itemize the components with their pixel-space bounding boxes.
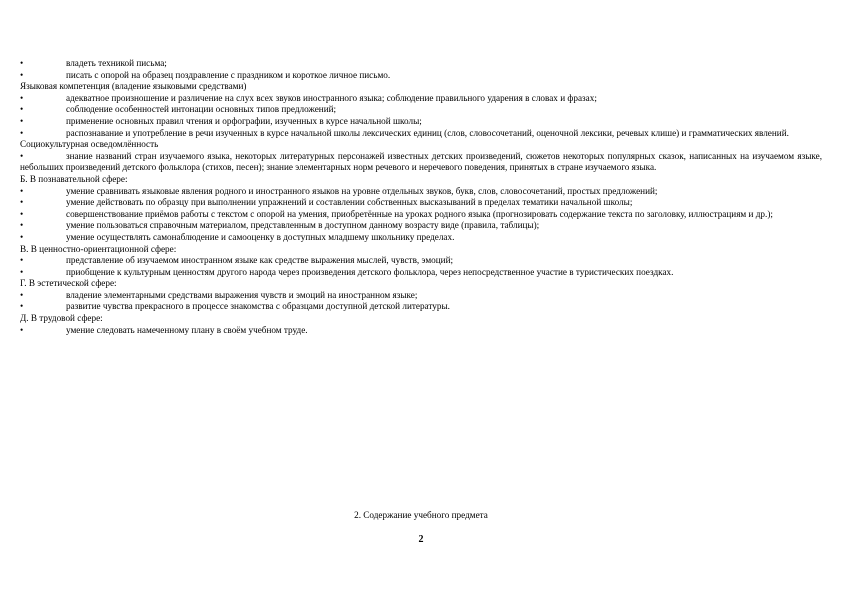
bullet-marker: • xyxy=(20,220,24,231)
bullet-marker: • xyxy=(20,231,24,242)
list-item xyxy=(20,267,822,279)
section-heading: Д. В трудовой сфере: xyxy=(20,313,103,324)
list-item xyxy=(20,232,822,244)
section-heading: Социокультурная осведомлённость xyxy=(20,139,159,150)
bullet-marker: • xyxy=(20,127,24,138)
bullet-marker: • xyxy=(20,150,24,161)
document-body xyxy=(20,58,822,336)
list-item-text: умение следовать намеченному плану в своём учебном труде. xyxy=(66,324,308,335)
list-item-text: знание названий стран изучаемого языка, некоторых литературных персонажей известных детских произведений, сюжетов некоторых популярных сказок, написанных на изучаемом языке, небольших произведений детского фольклора (стихов, песен); знание элементарных норм речевого и неречевого поведения, принятых в стране изучаемого языка. xyxy=(20,150,822,173)
list-item-text: применение основных правил чтения и орфографии, изученных в курсе начальной школы; xyxy=(66,115,422,126)
list-item xyxy=(20,220,822,232)
bullet-marker: • xyxy=(20,115,24,126)
list-item-text: умение сравнивать языковые явления родного и иностранного языков на уровне отдельных звуков, букв, слов, словосочетаний, простых предложений; xyxy=(66,185,658,196)
bullet-marker: • xyxy=(20,92,24,103)
bullet-marker: • xyxy=(20,324,24,335)
list-item xyxy=(20,93,822,105)
bullet-marker: • xyxy=(20,69,24,80)
list-item-text: владение элементарными средствами выражения чувств и эмоций на иностранном языке; xyxy=(66,289,418,300)
list-item xyxy=(20,255,822,267)
list-item xyxy=(20,325,822,337)
section-title: 2. Содержание учебного предмета xyxy=(354,510,488,520)
page-number: 2 xyxy=(418,534,424,545)
bullet-marker: • xyxy=(20,104,24,115)
bullet-marker: • xyxy=(20,266,24,277)
list-item xyxy=(20,197,822,209)
bullet-marker: • xyxy=(20,208,24,219)
list-item-text: соблюдение особенностей интонации основных типов предложений; xyxy=(66,104,337,115)
list-item xyxy=(20,301,822,313)
bullet-marker: • xyxy=(20,197,24,208)
bullet-marker: • xyxy=(20,301,24,312)
bullet-marker: • xyxy=(20,289,24,300)
list-item-text: адекватное произношение и различение на слух всех звуков иностранного языка; соблюдение правильного ударения в словах и фразах; xyxy=(66,92,597,103)
list-item xyxy=(20,58,822,70)
list-item xyxy=(20,186,822,198)
section-heading: В. В ценностно-ориентационной сфере: xyxy=(20,243,177,254)
list-item-text: совершенствование приёмов работы с текстом с опорой на умения, приобретённые на уроках родного языка (прогнозировать содержание текста по заголовку, иллюстрациям и др.); xyxy=(66,208,773,219)
list-item xyxy=(20,290,822,302)
section-heading: Языковая компетенция (владение языковыми средствами) xyxy=(20,81,247,92)
section-heading: Б. В познавательной сфере: xyxy=(20,173,128,184)
section-heading: Г. В эстетической сфере: xyxy=(20,278,117,289)
list-item-text: развитие чувства прекрасного в процессе знакомства с образцами доступной детской литературы. xyxy=(66,301,450,312)
list-item xyxy=(20,70,822,82)
list-item-text: умение осуществлять самонаблюдение и самооценку в доступных младшему школьнику пределах. xyxy=(66,231,455,242)
list-item-text: умение пользоваться справочным материалом, представленным в доступном данному возрасту виде (правила, таблицы); xyxy=(66,220,540,231)
bullet-marker: • xyxy=(20,185,24,196)
list-item-text: представление об изучаемом иностранном языке как средстве выражения мыслей, чувств, эмоций; xyxy=(66,255,454,266)
list-item xyxy=(20,128,822,140)
bullet-marker: • xyxy=(20,58,24,68)
list-item-text: распознавание и употребление в речи изученных в курсе начальной школы лексических единиц (слов, словосочетаний, оценочной лексики, речевых клише) и грамматических явлений. xyxy=(66,127,789,138)
list-item xyxy=(20,104,822,116)
list-item xyxy=(20,151,822,174)
list-item xyxy=(20,116,822,128)
list-item-text: приобщение к культурным ценностям другого народа через произведения детского фольклора, через непосредственное участие в туристических поездках. xyxy=(66,266,674,277)
list-item-text: владеть техникой письма; xyxy=(66,58,167,68)
bullet-marker: • xyxy=(20,255,24,266)
list-item-text: умение действовать по образцу при выполнении упражнений и составлении собственных высказываний в пределах тематики начальной школы; xyxy=(66,197,633,208)
list-item xyxy=(20,209,822,221)
list-item-text: писать с опорой на образец поздравление с праздником и короткое личное письмо. xyxy=(66,69,391,80)
